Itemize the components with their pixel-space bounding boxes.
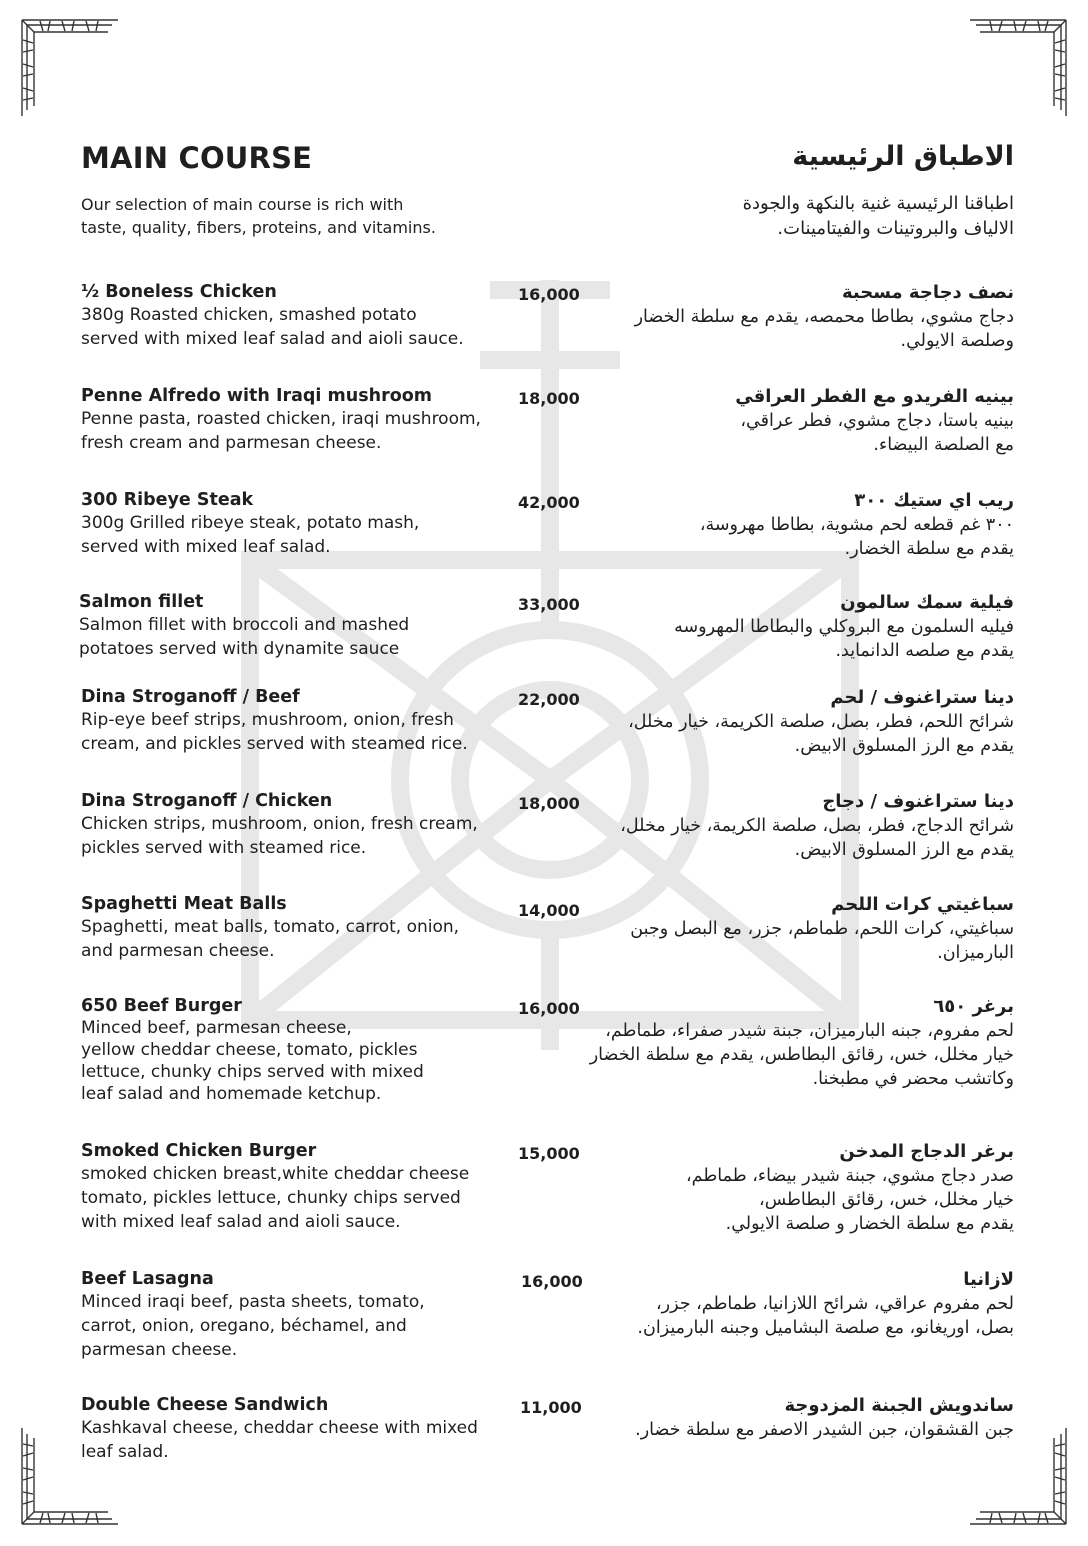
desc-line: Kashkaval cheese, cheddar cheese with mixed <box>81 1418 478 1438</box>
item-desc-en <box>81 407 496 455</box>
item-name-ar: فيلية سمك سالمون <box>840 592 1014 613</box>
desc-line: served with mixed leaf salad. <box>81 537 331 557</box>
item-name-en: 300 Ribeye Steak <box>81 490 254 510</box>
corner-ornament-icon <box>968 18 1068 118</box>
item-english <box>81 1268 496 1362</box>
desc-line: شرائح الدجاج، فطر، بصل، صلصة الكريمة، خيار مخلل، <box>620 816 1014 836</box>
desc-line: وكاتشب محضر في مطبخنا. <box>812 1069 1014 1089</box>
item-desc-ar <box>564 710 1014 758</box>
desc-line: خيار مخلل، خس، رقائق البطاطس، يقدم مع سلطة الخضار <box>589 1045 1014 1065</box>
item-desc-en <box>81 1017 496 1105</box>
item-desc-en <box>81 511 496 559</box>
page-title-ar: الاطباق الرئيسية <box>792 141 1014 172</box>
item-english <box>81 893 496 963</box>
item-price: 16,000 <box>518 999 580 1018</box>
item-price: 16,000 <box>521 1272 583 1291</box>
intro-text-ar <box>584 191 1014 241</box>
corner-ornament-icon <box>20 18 120 118</box>
item-name-ar: برغر ٦٥٠ <box>933 996 1014 1017</box>
desc-line: yellow cheddar cheese, tomato, pickles <box>81 1040 418 1060</box>
item-english <box>81 1394 496 1464</box>
desc-line: البارميزان. <box>937 943 1014 963</box>
intro-line: Our selection of main course is rich with <box>81 195 404 214</box>
desc-line: Minced beef, parmesan cheese, <box>81 1018 352 1038</box>
item-price: 11,000 <box>520 1398 582 1417</box>
item-desc-en <box>79 613 494 661</box>
desc-line: potatoes served with dynamite sauce <box>79 639 400 659</box>
item-name-ar: بينيه الفريدو مع الفطر العراقي <box>735 386 1014 407</box>
item-name-en: ½ Boneless Chicken <box>81 282 277 302</box>
desc-line: Spaghetti, meat balls, tomato, carrot, onion, <box>81 917 460 937</box>
desc-line: لحم مفروم، جبنه البارميزان، جبنة شيدر صفراء، طماطم، <box>605 1021 1014 1041</box>
item-name-en: Spaghetti Meat Balls <box>81 894 287 914</box>
desc-line: with mixed leaf salad and aioli sauce. <box>81 1212 401 1232</box>
desc-line: سباغيتي، كرات اللحم، طماطم، جزر، مع البصل وجبن <box>630 919 1014 939</box>
item-desc-en <box>81 1162 496 1234</box>
item-name-ar: لازانيا <box>963 1269 1014 1290</box>
desc-line: tomato, pickles lettuce, chunky chips served <box>81 1188 461 1208</box>
item-price: 15,000 <box>518 1144 580 1163</box>
item-name-en: Beef Lasagna <box>81 1269 214 1289</box>
desc-line: فيليه السلمون مع البروكلي والبطاطا المهروسه <box>674 617 1014 637</box>
item-name-ar: ريب اي ستيك ٣٠٠ <box>854 490 1014 511</box>
intro-line: الالياف والبروتينات والفيتامينات. <box>777 218 1014 239</box>
desc-line: cream, and pickles served with steamed rice. <box>81 734 468 754</box>
item-desc-en <box>81 708 496 756</box>
desc-line: parmesan cheese. <box>81 1340 238 1360</box>
desc-line: يقدم مع الرز المسلوق الابيض. <box>794 736 1014 756</box>
item-price: 33,000 <box>518 595 580 614</box>
item-arabic <box>564 995 1014 1091</box>
item-name-ar: سباغيتي كرات اللحم <box>831 894 1014 915</box>
intro-line: taste, quality, fibers, proteins, and vitamins. <box>81 218 436 237</box>
item-arabic <box>564 1140 1014 1236</box>
item-desc-en <box>81 303 496 351</box>
item-name-en: Salmon fillet <box>79 592 204 612</box>
desc-line: 380g Roasted chicken, smashed potato <box>81 305 417 325</box>
item-desc-ar <box>564 409 1014 457</box>
page-title-en: MAIN COURSE <box>81 141 313 175</box>
desc-line: وصلصة الايولي. <box>900 331 1014 351</box>
item-arabic <box>564 489 1014 561</box>
item-english <box>81 281 496 351</box>
item-name-ar: ساندويش الجبنة المزدوجة <box>784 1395 1014 1416</box>
item-desc-en <box>81 812 496 860</box>
desc-line: Chicken strips, mushroom, onion, fresh cream, <box>81 814 478 834</box>
item-name-en: Dina Stroganoff / Chicken <box>81 791 333 811</box>
item-desc-en <box>81 915 496 963</box>
desc-line: pickles served with steamed rice. <box>81 838 367 858</box>
item-price: 18,000 <box>518 389 580 408</box>
item-arabic <box>564 790 1014 862</box>
item-name-ar: دينا ستراغنوف / دجاج <box>822 791 1014 812</box>
item-price: 22,000 <box>518 690 580 709</box>
item-english <box>81 995 496 1105</box>
desc-line: بينيه باستا، دجاج مشوي، فطر عراقي، <box>740 411 1014 431</box>
item-price: 18,000 <box>518 794 580 813</box>
item-arabic <box>564 591 1014 663</box>
desc-line: lettuce, chunky chips served with mixed <box>81 1062 424 1082</box>
intro-text-en <box>81 193 461 239</box>
item-name-en: Double Cheese Sandwich <box>81 1395 329 1415</box>
desc-line: Salmon fillet with broccoli and mashed <box>79 615 410 635</box>
desc-line: ٣٠٠ غم قطعه لحم مشوية، بطاطا مهروسة، <box>699 515 1014 535</box>
item-name-en: 650 Beef Burger <box>81 996 242 1016</box>
item-english <box>81 1140 496 1234</box>
item-desc-ar <box>564 1292 1014 1340</box>
item-desc-ar <box>564 615 1014 663</box>
item-english <box>81 489 496 559</box>
intro-line: اطباقنا الرئيسية غنية بالنكهة والجودة <box>742 193 1014 214</box>
desc-line: يقدم مع الرز المسلوق الابيض. <box>794 840 1014 860</box>
desc-line: شرائح اللحم، فطر، بصل، صلصة الكريمة، خيار مخلل، <box>628 712 1014 732</box>
item-name-en: Dina Stroganoff / Beef <box>81 687 300 707</box>
desc-line: خيار مخلل، خس، رقائق البطاطس، <box>759 1190 1014 1210</box>
desc-line: and parmesan cheese. <box>81 941 275 961</box>
item-name-en: Penne Alfredo with Iraqi mushroom <box>81 386 432 406</box>
desc-line: Penne pasta, roasted chicken, iraqi mushroom, <box>81 409 481 429</box>
item-english <box>81 385 496 455</box>
desc-line: يقدم مع سلطة الخضار. <box>844 539 1014 559</box>
item-desc-ar <box>564 917 1014 965</box>
desc-line: served with mixed leaf salad and aioli sauce. <box>81 329 464 349</box>
desc-line: Rip-eye beef strips, mushroom, onion, fresh <box>81 710 454 730</box>
desc-line: leaf salad. <box>81 1442 169 1462</box>
item-desc-ar <box>564 814 1014 862</box>
item-arabic <box>564 893 1014 965</box>
item-name-en: Smoked Chicken Burger <box>81 1141 317 1161</box>
item-desc-ar <box>564 305 1014 353</box>
desc-line: يقدم مع صلصه الدانمايد. <box>835 641 1014 661</box>
item-desc-ar <box>564 1164 1014 1236</box>
item-name-ar: دينا ستراغنوف / لحم <box>830 687 1014 708</box>
item-arabic <box>564 385 1014 457</box>
desc-line: دجاج مشوي، بطاطا محمصه، يقدم مع سلطة الخضار <box>634 307 1014 327</box>
desc-line: صدر دجاج مشوي، جبنة شيدر بيضاء، طماطم، <box>686 1166 1014 1186</box>
item-arabic <box>564 686 1014 758</box>
item-desc-ar <box>564 1019 1014 1091</box>
item-desc-ar <box>564 513 1014 561</box>
item-desc-en <box>81 1416 496 1464</box>
desc-line: لحم مفروم عراقي، شرائح اللازانيا، طماطم، جزر، <box>656 1294 1014 1314</box>
desc-line: مع الصلصة البيضاء. <box>873 435 1014 455</box>
item-name-ar: برغر الدجاج المدخن <box>839 1141 1014 1162</box>
item-desc-ar <box>564 1418 1014 1442</box>
item-price: 16,000 <box>518 285 580 304</box>
item-price: 42,000 <box>518 493 580 512</box>
desc-line: Minced iraqi beef, pasta sheets, tomato, <box>81 1292 425 1312</box>
desc-line: بصل، اوريغانو، مع صلصة البشاميل وجبنه البارميزان. <box>637 1318 1014 1338</box>
desc-line: جبن القشقوان، جبن الشيدر الاصفر مع سلطة خضار. <box>635 1420 1014 1440</box>
item-price: 14,000 <box>518 901 580 920</box>
desc-line: carrot, onion, oregano, béchamel, and <box>81 1316 407 1336</box>
item-arabic <box>564 281 1014 353</box>
item-english <box>81 790 496 860</box>
item-arabic <box>564 1268 1014 1340</box>
desc-line: fresh cream and parmesan cheese. <box>81 433 382 453</box>
item-desc-en <box>81 1290 496 1362</box>
desc-line: 300g Grilled ribeye steak, potato mash, <box>81 513 420 533</box>
desc-line: يقدم مع سلطة الخضار و صلصة الايولي. <box>725 1214 1014 1234</box>
desc-line: smoked chicken breast,white cheddar cheese <box>81 1164 470 1184</box>
item-english <box>79 591 494 661</box>
item-arabic <box>564 1394 1014 1442</box>
desc-line: leaf salad and homemade ketchup. <box>81 1084 382 1104</box>
item-name-ar: نصف دجاجة مسحبة <box>841 282 1014 303</box>
item-english <box>81 686 496 756</box>
